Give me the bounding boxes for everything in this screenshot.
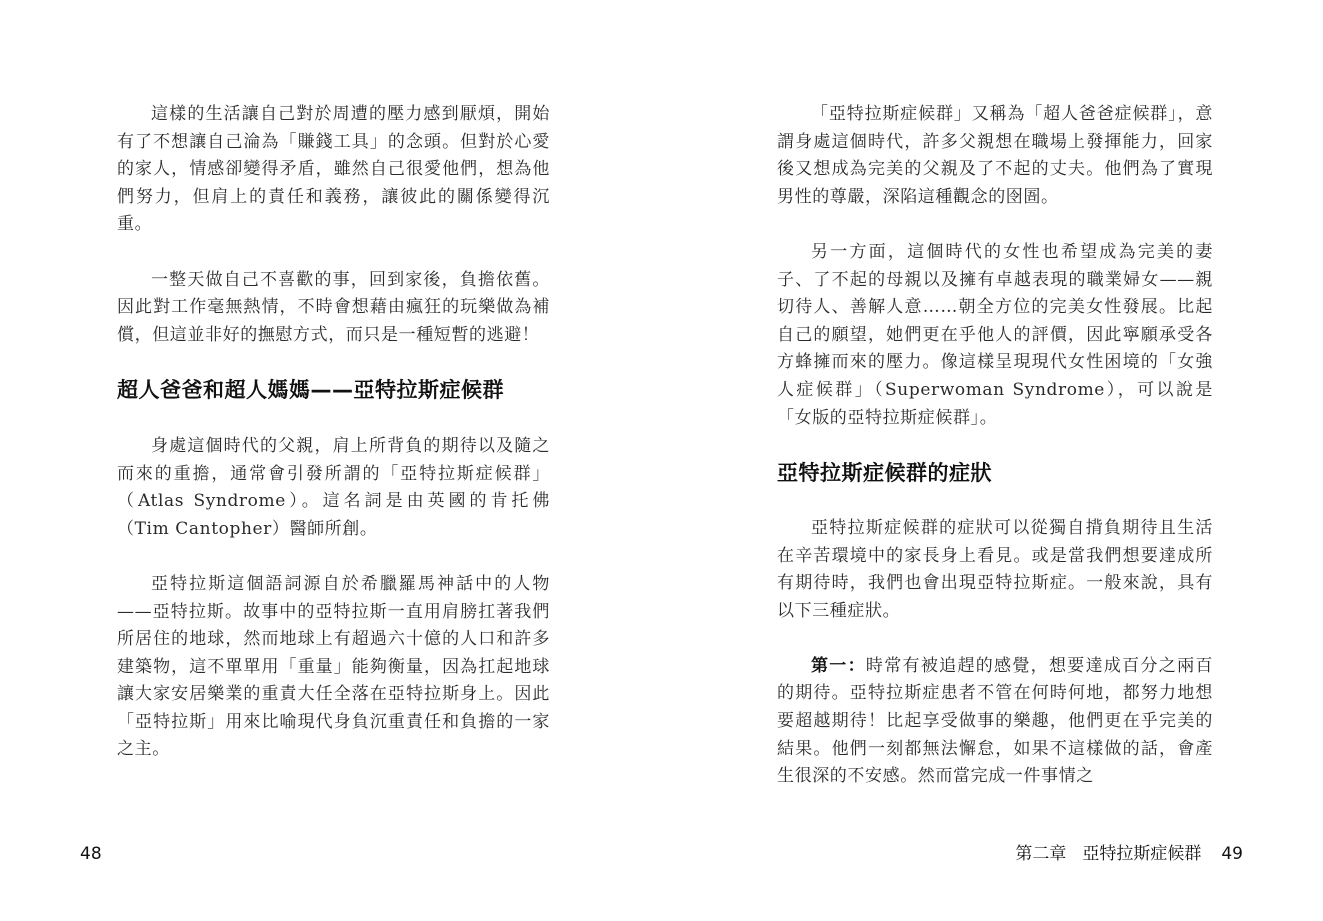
right-page-number: 49	[1221, 844, 1243, 864]
right-paragraph-3: 亞特拉斯症候群的症狀可以從獨自揹負期待且生活在辛苦環境中的家長身上看見。或是當我們想要達成所有期待時，我們也會出現亞特拉斯症。一般來說，具有以下三種症狀。	[777, 517, 1213, 621]
left-page	[0, 0, 661, 921]
symptom-first-lead: 第一：	[811, 655, 866, 676]
symptom-first-text: 時常有被追趕的感覺，想要達成百分之兩百的期待。亞特拉斯症患者不管在何時何地，都努力地想要超越期待！比起享受做事的樂趣，他們更在乎完美的結果。他們一刻都無法懈怠，如果不這樣做的話，會產生很深的不安感。然而當完成一件事情之	[777, 655, 1213, 787]
right-text-column	[777, 101, 1213, 791]
right-paragraph-1: 「亞特拉斯症候群」又稱為「超人爸爸症候群」，意謂身處這個時代，許多父親想在職場上發揮能力，回家後又想成為完美的父親及了不起的丈夫。他們為了實現男性的尊嚴，深陷這種觀念的囹圄。	[777, 104, 1213, 207]
running-footer-chapter: 第二章	[1015, 844, 1067, 864]
right-paragraph-2: 另一方面，這個時代的女性也希望成為完美的妻子、了不起的母親以及擁有卓越表現的職業婦女——親切待人、善解人意……朝全方位的完美女性發展。比起自己的願望，她們更在乎他人的評價，因此寧願承受各方蜂擁而來的壓力。像這樣呈現現代女性困境的「女強人症候群」（Superwoman Syndrome），可以說是「女版的亞特拉斯症候群」。	[777, 241, 1213, 428]
left-paragraph-1: 這樣的生活讓自己對於周遭的壓力感到厭煩，開始有了不想讓自己淪為「賺錢工具」的念頭。但對於心愛的家人，情感卻變得矛盾，雖然自己很愛他們，想為他們努力，但肩上的責任和義務，讓彼此的關係變得沉重。	[117, 104, 550, 235]
running-footer	[1015, 842, 1243, 866]
left-paragraph-3: 身處這個時代的父親，肩上所背負的期待以及隨之而來的重擔，通常會引發所謂的「亞特拉斯症候群」（Atlas Syndrome）。這名詞是由英國的肯托佛（Tim Cantopher）醫師所創。	[117, 435, 550, 539]
left-paragraph-2: 一整天做自己不喜歡的事，回到家後，負擔依舊。因此對工作毫無熱情，不時會想藉由瘋狂的玩樂做為補償，但這並非好的撫慰方式，而只是一種短暫的逃避！	[117, 269, 550, 345]
section-heading-symptoms: 亞特拉斯症候群的症狀	[777, 460, 992, 485]
left-text-column	[117, 101, 550, 764]
left-paragraph-4: 亞特拉斯這個語詞源自於希臘羅馬神話中的人物——亞特拉斯。故事中的亞特拉斯一直用肩膀扛著我們所居住的地球，然而地球上有超過六十億的人口和許多建築物，這不單單用「重量」能夠衡量，因為扛起地球讓大家安居樂業的重責大任全落在亞特拉斯身上。因此「亞特拉斯」用來比喻現代身負沉重責任和負擔的一家之主。	[117, 573, 550, 760]
right-page	[662, 0, 1323, 921]
section-heading-atlas-parents: 超人爸爸和超人媽媽——亞特拉斯症候群	[117, 378, 504, 403]
left-page-number: 48	[80, 844, 102, 864]
symptom-first-paragraph	[777, 653, 1213, 791]
running-footer-title: 亞特拉斯症候群	[1082, 844, 1202, 864]
